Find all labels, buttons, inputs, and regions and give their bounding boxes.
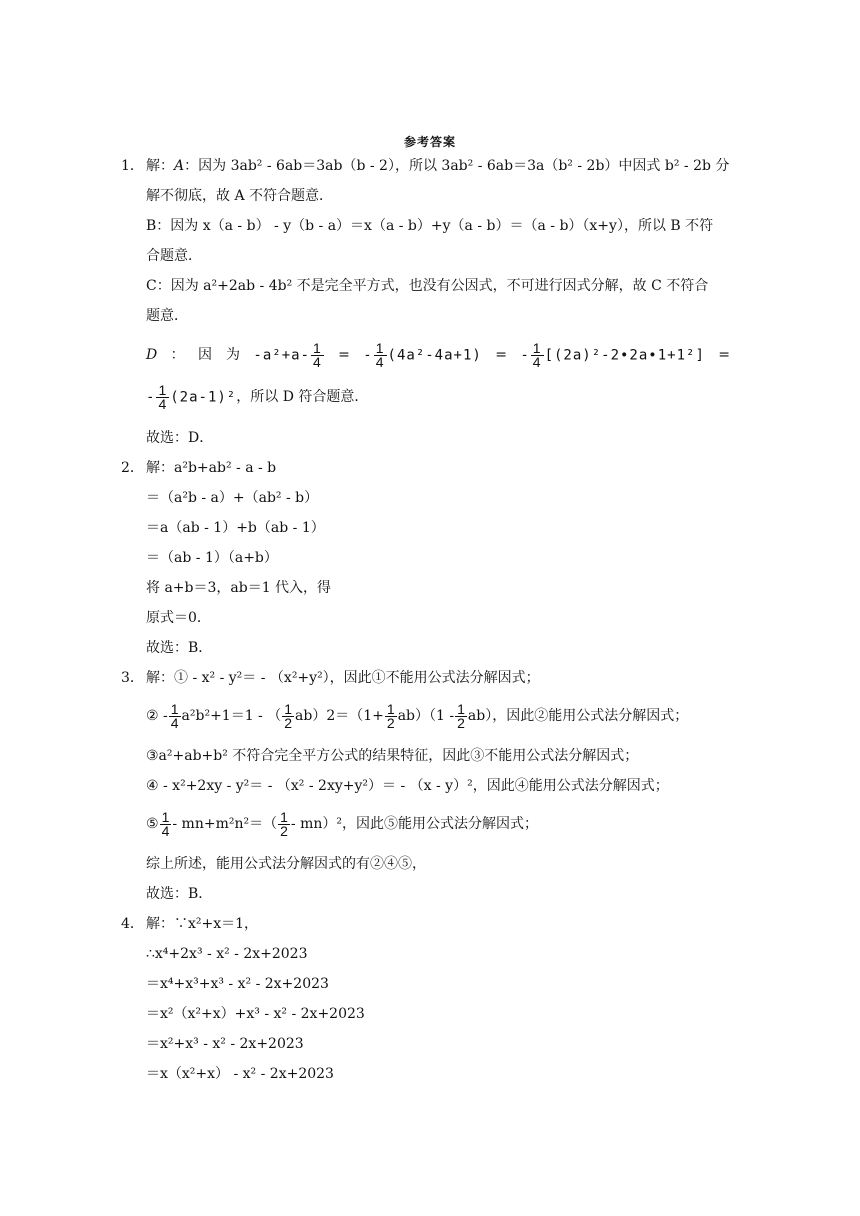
q1-c-line2: 题意．: [146, 308, 188, 324]
q1-d-label: D: [146, 347, 158, 363]
q2-line: 将 a+b＝3，ab＝1 代入，得: [146, 580, 332, 596]
q2-answer: 故选：B．: [146, 640, 213, 656]
q1-d-expr2: - $\frac{1}{4}$ (4a²-4a+1): [363, 339, 482, 370]
fraction-one-quarter: $\frac{1}{4}$: [170, 700, 179, 731]
q3-line3: ③a²+ab+b² 不符合完全平方公式的结果特征，因此③不能用公式法分解因式；: [146, 748, 639, 764]
page-title: 参考答案: [403, 135, 456, 149]
q3-line2: ② - $\frac{1}{4}$ a²b²+1＝1 - （ $\frac{1}{2}$ ab）2＝（1+ $\frac{1}{2}$ ab）（1 - $\frac{1}{2}$ ab），因此②能用公式法分解因式；: [146, 700, 689, 731]
fraction-one-half: $\frac{1}{2}$: [284, 700, 293, 731]
q2-number: 2．: [121, 460, 144, 476]
fraction-one-half: $\frac{1}{2}$: [386, 700, 395, 731]
fraction-one-half: $\frac{1}{2}$: [280, 808, 288, 839]
q2-line: ＝（ab - 1）（a+b）: [146, 550, 278, 566]
q4-line: ＝x（x²+x） - x² - 2x+2023: [146, 1066, 334, 1082]
fraction-one-half: $\frac{1}{2}$: [457, 700, 465, 731]
q4-line: 解：∵x²+x＝1，: [146, 916, 259, 932]
q1-d-expr3: - $\frac{1}{4}$ [(2a)²-2•2a•1+1²]: [520, 339, 705, 370]
q2-line: ＝a（ab - 1）+b（ab - 1）: [146, 520, 325, 536]
q1-c-line1: C：因为 a²+2ab - 4b² 不是完全平方式，也没有公因式，不可进行因式分解，故 C 不符合: [146, 278, 709, 294]
q3-line1: 解：① - x² - y²＝ - （x²+y²），因此①不能用公式法分解因式；: [146, 670, 540, 686]
q1-answer: 故选：D．: [146, 430, 214, 446]
q3-line6: 综上所述，能用公式法分解因式的有②④⑤，: [146, 856, 426, 872]
q1-a-line1: [146, 156, 729, 176]
q4-number: 4．: [121, 916, 144, 932]
q4-line: ＝x²（x²+x）+x³ - x² - 2x+2023: [146, 1006, 365, 1022]
q1-d-eq3: =: [718, 347, 730, 363]
q1-d-eq1: =: [338, 347, 350, 363]
fraction-one-quarter: $\frac{1}{4}$: [161, 808, 170, 839]
q1-lead: 解：: [146, 158, 174, 174]
q2-line: 解：a²b+ab² - a - b: [146, 460, 277, 476]
q1-number: 1．: [121, 158, 144, 174]
q3-line5: ⑤ $\frac{1}{4}$ - mn+m²n²＝（ $\frac{1}{2}$ - mn）²，因此⑤能用公式法分解因式；: [146, 808, 538, 839]
q3-line4: ④ - x²+2xy - y²＝ - （x² - 2xy+y²）＝ - （x - y）²，因此④能用公式法分解因式；: [146, 778, 669, 794]
q1-a-label: A: [174, 158, 185, 174]
q1-d-expr4: - $\frac{1}{4}$ (2a-1)²: [146, 381, 237, 412]
q1-a-line2: 解不彻底，故 A 不符合题意．: [146, 188, 334, 204]
q1-d-eq2: =: [495, 347, 507, 363]
q1-a-text1: ：因为 3ab² - 6ab＝3ab（b - 2），所以 3ab² - 6ab＝3a（b² - 2b）中因式 b² - 2b 分: [184, 158, 730, 174]
q3-number: 3．: [121, 670, 144, 686]
q4-line: ＝x²+x³ - x² - 2x+2023: [146, 1036, 304, 1052]
q4-line: ＝x⁴+x³+x³ - x² - 2x+2023: [146, 976, 329, 992]
q1-d-conclude: ，所以 D 符合题意．: [236, 389, 369, 405]
q1-b-line2: 合题意．: [146, 248, 202, 264]
q3-answer: 故选：B．: [146, 886, 213, 902]
q1-b-line1: B：因为 x（a - b） - y（b - a）＝x（a - b）+y（a - b）＝（a - b）（x+y），所以 B 不符: [146, 218, 714, 234]
q1-d-because: 因 为: [198, 347, 241, 363]
q4-line: ∴x⁴+2x³ - x² - 2x+2023: [146, 946, 308, 962]
q2-line: 原式＝0．: [146, 610, 211, 626]
q1-d-line1: D ： 因 为 -a²+a- $\frac{1}{4}$ = - $\frac{1}{4}$ (4a²-4a+1) = - $\frac{1}{4}$ [(2a)²-2•2a•1+1²] =: [146, 339, 730, 370]
q1-d-line2: [146, 382, 368, 412]
q1-d-expr1: -a²+a- $\frac{1}{4}$: [253, 339, 322, 370]
q2-line: ＝（a²b - a）+（ab² - b）: [146, 490, 319, 506]
